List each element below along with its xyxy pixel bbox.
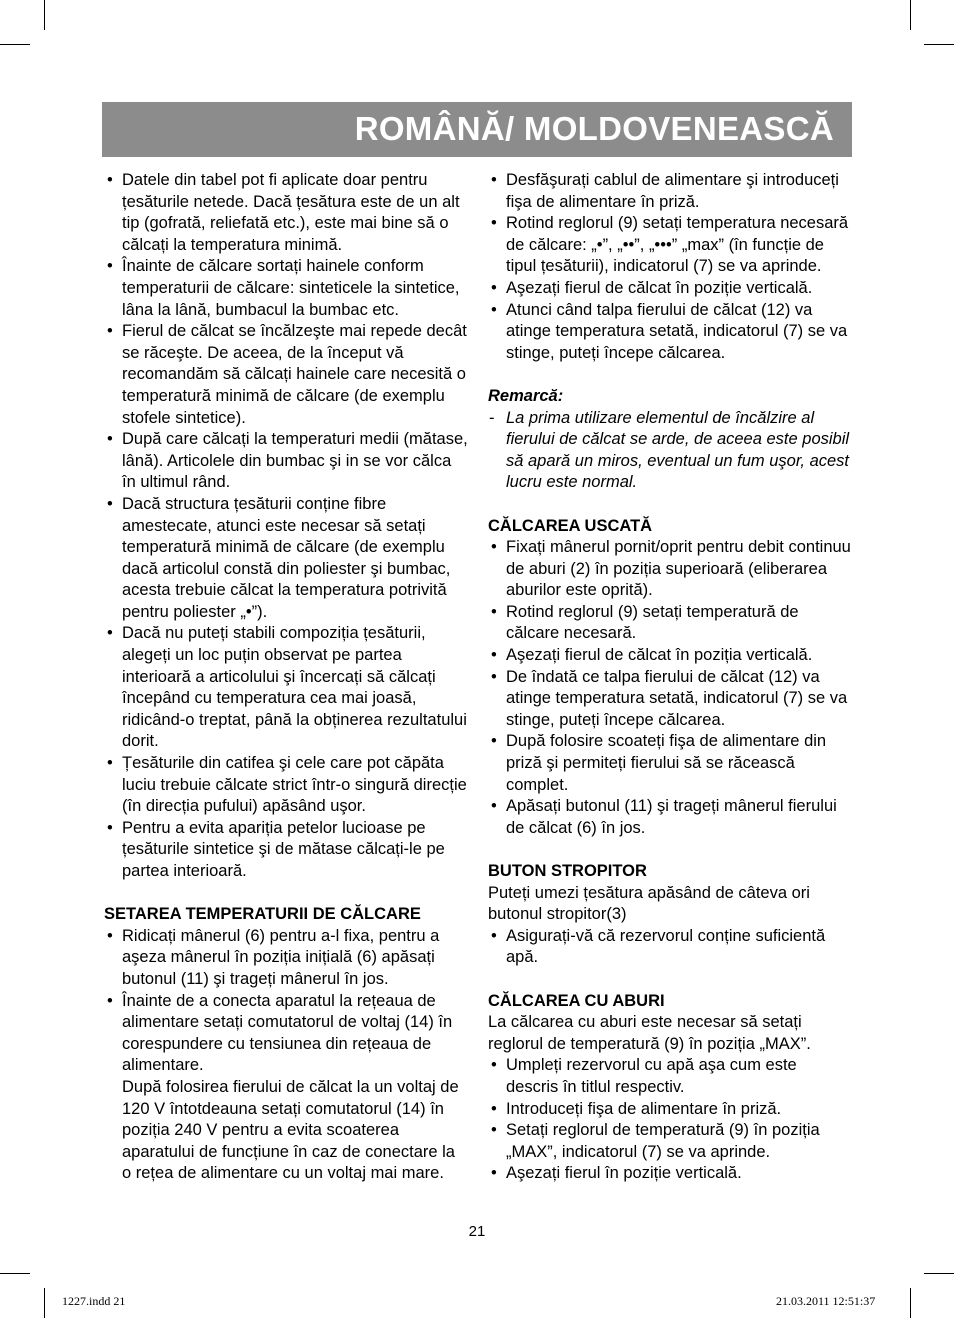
list-item: • Fierul de călcat se încălzeşte mai repede decât se răceşte. De aceea, de la început vă recomandăm să călcați hainele care necesită o temperatură minimă de călcare (de exemplu stofele sintetice).	[104, 321, 468, 429]
list-item: • Dacă nu puteți stabili compoziția țesăturii, alegeți un loc puțin observat pe partea interioară a articolului şi încercați să călcați începând cu temperatura cea mai joasă, ridicând-o treptat, până la obținerea rezultatului dorit.	[104, 623, 468, 753]
spray-list	[488, 926, 852, 969]
left-column	[104, 170, 468, 1185]
list-item: • După folosire scoateți fişa de alimentare din priză şi permiteți fierului să se răcească complet.	[488, 731, 852, 796]
list-item: • Asigurați-vă că rezervorul conține suficientă apă.	[488, 926, 852, 969]
crop-mark	[910, 0, 911, 30]
crop-mark	[0, 1273, 30, 1274]
list-item: • Setați reglorul de temperatură (9) în poziția „MAX”, indicatorul (7) se va aprinde.	[488, 1120, 852, 1163]
remark-list	[488, 408, 852, 494]
crop-mark	[44, 0, 45, 30]
remark-title: Remarcă:	[488, 386, 564, 405]
list-item: • Apăsați butonul (11) şi trageți mânerul fierului de călcat (6) în jos.	[488, 796, 852, 839]
list-item: • Rotind reglorul (9) setați temperatura necesară de călcare: „•”, „••”, „•••” „max” (în funcție de tipul țesăturii), indicatorul (7) se va aprinde.	[488, 213, 852, 278]
page-title: ROMÂNĂ/ MOLDOVENEASCĂ	[354, 110, 834, 147]
list-item: • Datele din tabel pot fi aplicate doar pentru țesăturile netede. Dacă țesătura este de un alt tip (gofrată, reliefată etc.), este mai bine să o călcați la temperatura minimă.	[104, 170, 468, 256]
header-bar	[102, 102, 852, 157]
dry-ironing-list	[488, 537, 852, 839]
setup-list	[488, 170, 852, 364]
list-item: • Introduceți fişa de alimentare în priză.	[488, 1099, 852, 1121]
crop-mark	[44, 1288, 45, 1318]
right-column	[488, 170, 852, 1185]
section-title-steam-ironing: CĂLCAREA CU ABURI	[488, 991, 665, 1010]
crop-mark	[924, 1273, 954, 1274]
list-item: • Umpleți rezervorul cu apă aşa cum este descris în titlul respectiv.	[488, 1055, 852, 1098]
list-item: • Desfăşurați cablul de alimentare şi introduceți fişa de alimentare în priză.	[488, 170, 852, 213]
page-number: 21	[468, 1223, 486, 1240]
spray-description: Puteți umezi țesătura apăsând de câteva ori butonul stropitor(3)	[488, 883, 810, 924]
crop-mark	[910, 1288, 911, 1318]
list-item: • Pentru a evita apariția petelor lucioase pe țesăturile sintetice şi de mătase călcați-le pe partea interioară.	[104, 818, 468, 883]
list-item: • Aşezați fierul de călcat în poziția verticală.	[488, 645, 852, 667]
section-title-temperature: SETAREA TEMPERATURII DE CĂLCARE	[104, 905, 421, 924]
crop-mark	[924, 44, 954, 45]
list-item: • Aşezați fierul în poziție verticală.	[488, 1163, 852, 1185]
list-item: • După care călcați la temperaturi medii (mătase, lână). Articolele din bumbac şi in se vor călca în ultimul rând.	[104, 429, 468, 494]
list-item: • De îndată ce talpa fierului de călcat (12) va atinge temperatura setată, indicatorul (7) se va stinge, puteți începe călcarea.	[488, 667, 852, 732]
list-item-continuation: După folosirea fierului de călcat la un voltaj de 120 V întotdeauna setați comutatorul (14) în poziția 240 V pentru a evita scoaterea aparatului de funcțiune în caz de conectare la o rețea de alimentare cu un voltaj mai mare.	[122, 1077, 459, 1183]
list-item: • Dacă structura țesăturii conține fibre amestecate, atunci este necesar să setați temperatură minimă de călcare (de exemplu dacă articolul constă din poliester şi bumbac, acesta trebuie călcat la temperatura potrivită pentru poliester „•”).	[104, 494, 468, 624]
crop-mark	[0, 44, 30, 45]
temperature-setting-list	[104, 926, 468, 1185]
list-item-text: Înainte de a conecta aparatul la rețeaua de alimentare setați comutatorul de voltaj (14) în corespundere cu tensiunea din rețeaua de alimentare.	[122, 991, 453, 1075]
list-item: • Ridicați mânerul (6) pentru a-l fixa, pentru a aşeza mânerul în poziția inițială (6) apăsați butonul (11) şi trageți mânerul în jos.	[104, 926, 468, 991]
list-item: • Țesăturile din catifea şi cele care pot căpăta luciu trebuie călcate strict într-o singură direcție (în direcția pufului) apăsând uşor.	[104, 753, 468, 818]
list-item: • Înainte de călcare sortați hainele conform temperaturii de călcare: sinteticele la sintetice, lâna la lână, bumbacul la bumbac etc.	[104, 256, 468, 321]
remark-text: - La prima utilizare elementul de încălzire al fierului de călcat se arde, de aceea este posibil să apară un miros, eventual un fum uşor, acest lucru este normal.	[488, 408, 852, 494]
list-item: • Aşezați fierul de călcat în poziție verticală.	[488, 278, 852, 300]
steam-description: La călcarea cu aburi este necesar să setați reglorul de temperatură (9) în poziția „MAX”.	[488, 1013, 811, 1053]
steam-ironing-list	[488, 1055, 852, 1185]
list-item: • Atunci când talpa fierului de călcat (12) va atinge temperatura setată, indicatorul (7) se va stinge, puteți începe călcarea.	[488, 300, 852, 365]
section-title-dry-ironing: CĂLCAREA USCATĂ	[488, 516, 653, 535]
footer-file: 1227.indd 21	[62, 1294, 126, 1308]
list-item: • Rotind reglorul (9) setați temperatură de călcare necesară.	[488, 602, 852, 645]
list-item: • Fixați mânerul pornit/oprit pentru debit continuu de aburi (2) în poziția superioară (eliberarea aburilor este oprită).	[488, 537, 852, 602]
list-item	[104, 991, 468, 1185]
section-title-spray-button: BUTON STROPITOR	[488, 862, 647, 880]
ironing-tips-list	[104, 170, 468, 883]
footer-timestamp: 21.03.2011 12:51:37	[776, 1294, 876, 1308]
